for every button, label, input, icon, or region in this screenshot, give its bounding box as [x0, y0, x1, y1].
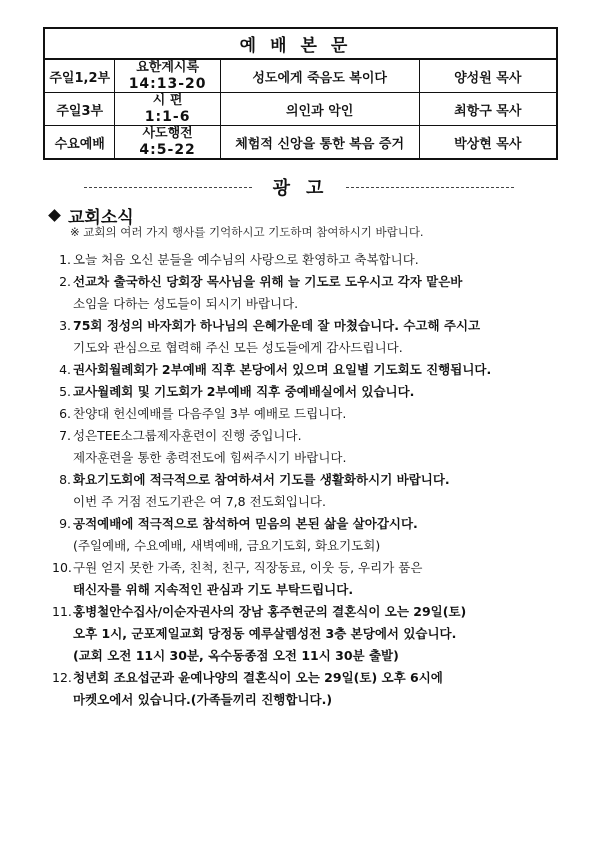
passage-reference: 1:1-6: [144, 109, 191, 125]
news-item-number: 7.: [59, 428, 71, 443]
divider-right: [346, 187, 514, 188]
news-item-number: 4.: [59, 362, 71, 377]
news-item-text: 선교차 출국하신 당회장 목사님을 위해 늘 기도로 도우시고 각자 맡은바: [73, 274, 463, 289]
news-item-text: 찬양대 헌신예배를 다음주일 3부 예배로 드립니다.: [73, 406, 347, 421]
scripture-passage: [115, 59, 220, 93]
scripture-passage: [115, 126, 220, 160]
news-item: [52, 667, 552, 711]
news-item-text: (주일예배, 수요예배, 새벽예배, 금요기도회, 화요기도회): [73, 538, 381, 553]
news-item-number: 9.: [59, 516, 71, 531]
worship-row: [44, 93, 557, 126]
news-item-text: 이번 주 거점 전도기관은 여 7,8 전도회입니다.: [73, 494, 326, 509]
news-item: [52, 359, 552, 381]
passage-book: 요한계시록: [136, 60, 200, 75]
news-item: [52, 557, 552, 601]
announcement-title: 광고: [272, 178, 340, 199]
news-item-text: 기도와 관심으로 협력해 주신 모든 성도들에게 감사드립니다.: [73, 340, 403, 355]
news-item: [52, 469, 552, 513]
news-item: [52, 271, 552, 315]
sermon-title: 의인과 악인: [220, 93, 419, 126]
news-item-text: 오후 1시, 군포제일교회 당정동 예루살렘성전 3층 본당에서 있습니다.: [73, 626, 457, 641]
news-item-text: 홍병철안수집사/이순자권사의 장남 홍주현군의 결혼식이 오는 29일(토): [73, 604, 467, 619]
worship-row: [44, 59, 557, 93]
news-item: [52, 381, 552, 403]
passage-book: 시 편: [152, 93, 183, 108]
news-item: [52, 425, 552, 469]
news-item-number: 6.: [59, 406, 71, 421]
service-name: 주일3부: [44, 93, 115, 126]
news-item-number: 1.: [59, 252, 71, 267]
news-list: [52, 249, 552, 711]
scripture-passage: [115, 93, 220, 126]
news-item: [52, 601, 552, 667]
diamond-bullet-icon: [48, 209, 61, 222]
sermon-title: 체험적 신앙을 통한 복음 증거: [220, 126, 419, 160]
news-item-text: 마켓오에서 있습니다.(가족들끼리 진행합니다.): [73, 692, 333, 707]
news-item: [52, 249, 552, 271]
news-item-text: 권사회월례회가 2부예배 직후 본당에서 있으며 요일별 기도회도 진행됩니다.: [73, 362, 492, 377]
news-item-text: 화요기도회에 적극적으로 참여하셔서 기도를 생활화하시기 바랍니다.: [73, 472, 450, 487]
church-news-note: ※ 교회의 여러 가지 행사를 기억하시고 기도하며 참여하시기 바랍니다.: [70, 225, 424, 239]
worship-table-title: 예배본문: [44, 28, 557, 59]
news-item-number: 2.: [59, 274, 71, 289]
news-item-text: 청년회 조요섭군과 윤예나양의 결혼식이 오는 29일(토) 오후 6시에: [73, 670, 443, 685]
news-item-text: 구원 얻지 못한 가족, 친척, 친구, 직장동료, 이웃 등, 우리가 품은: [73, 560, 423, 575]
news-item-number: 5.: [59, 384, 71, 399]
news-item-number: 11.: [52, 604, 72, 619]
service-name: 주일1,2부: [44, 59, 115, 93]
news-item: [52, 513, 552, 557]
news-item-text: 소임을 다하는 성도들이 되시기 바랍니다.: [73, 296, 299, 311]
news-item-text: 교사월례회 및 기도회가 2부예배 직후 중예배실에서 있습니다.: [73, 384, 415, 399]
sermon-title: 성도에게 죽음도 복이다: [220, 59, 419, 93]
passage-reference: 14:13-20: [128, 76, 207, 92]
news-item-text: 75회 정성의 바자회가 하나님의 은혜가운데 잘 마쳤습니다. 수고해 주시고: [73, 318, 481, 333]
news-item: [52, 403, 552, 425]
news-item-number: 12.: [52, 670, 72, 685]
preacher-name: 최항구 목사: [419, 93, 557, 126]
news-item-text: (교회 오전 11시 30분, 옥수동종점 오전 11시 30분 출발): [73, 648, 399, 663]
passage-book: 사도행전: [142, 126, 193, 141]
news-item-text: 공적예배에 적극적으로 참석하여 믿음의 본된 삶을 살아갑시다.: [73, 516, 418, 531]
announcement-header: [84, 174, 514, 199]
news-item-text: 성은TEE소그룹제자훈련이 진행 중입니다.: [73, 428, 302, 443]
news-item-text: 오늘 처음 오신 분들을 예수님의 사랑으로 환영하고 축복합니다.: [73, 252, 419, 267]
church-news-title: 교회소식: [68, 208, 134, 228]
news-item-text: 제자훈련을 통한 총력전도에 힘써주시기 바랍니다.: [73, 450, 347, 465]
service-name: 수요예배: [44, 126, 115, 160]
news-item-text: 태신자를 위해 지속적인 관심과 기도 부탁드립니다.: [73, 582, 354, 597]
worship-row: [44, 126, 557, 160]
news-item-number: 3.: [59, 318, 71, 333]
preacher-name: 박상현 목사: [419, 126, 557, 160]
worship-table: [43, 27, 558, 160]
preacher-name: 양성원 목사: [419, 59, 557, 93]
news-item: [52, 315, 552, 359]
news-item-number: 10.: [52, 560, 72, 575]
news-item-number: 8.: [59, 472, 71, 487]
passage-reference: 4:5-22: [139, 142, 196, 158]
